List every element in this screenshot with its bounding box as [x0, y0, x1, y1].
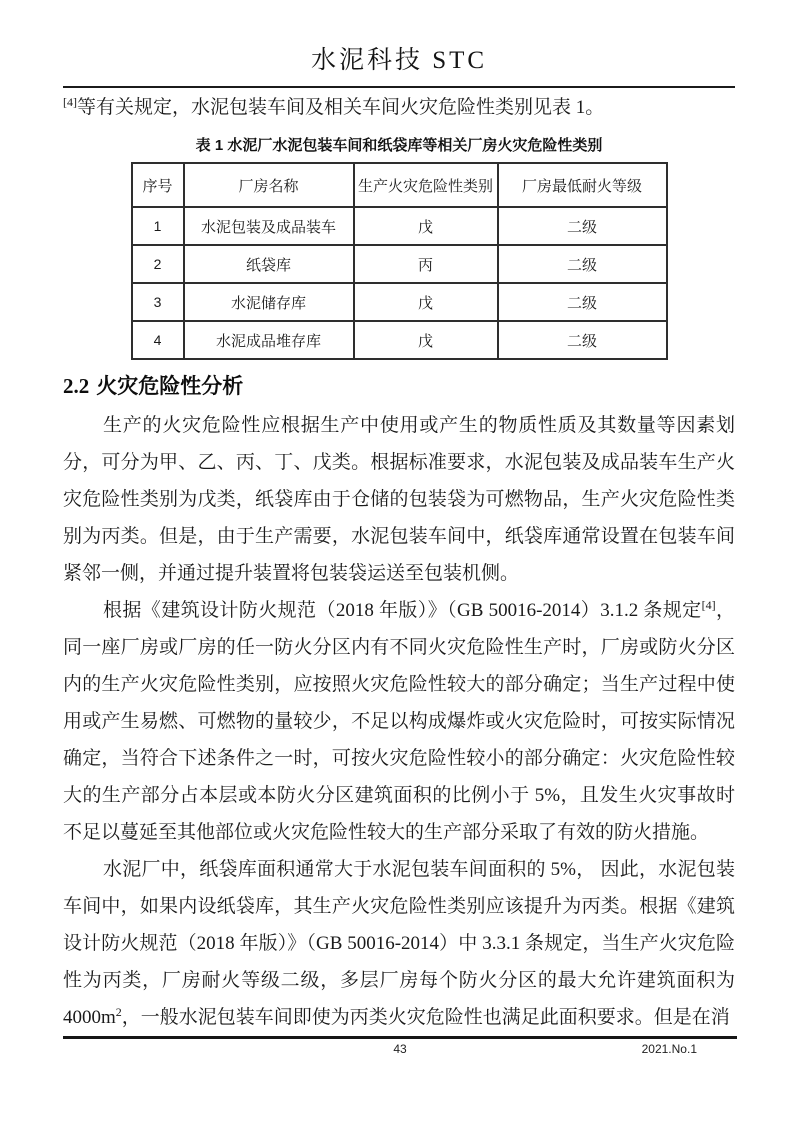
table-cell: 水泥成品堆存库	[184, 321, 354, 359]
table-body	[132, 207, 667, 359]
table-cell: 纸袋库	[184, 245, 354, 283]
table-cell: 丙	[354, 245, 498, 283]
table-cell: 戊	[354, 283, 498, 321]
table-row	[132, 207, 667, 245]
fire-hazard-table	[131, 162, 668, 360]
table-cell: 2	[132, 245, 184, 283]
section-title: 火灾危险性分析	[96, 375, 244, 398]
table-caption: 表 1 水泥厂水泥包装车间和纸袋库等相关厂房火灾危险性类别	[195, 137, 603, 154]
table-cell: 4	[132, 321, 184, 359]
paragraphs	[63, 407, 735, 1036]
intro-text: 等有关规定，水泥包装车间及相关车间火灾危险性类别见表 1。	[77, 97, 605, 118]
issue-label: 2021.No.1	[641, 1042, 697, 1056]
table-cell: 3	[132, 283, 184, 321]
section-heading	[63, 370, 735, 400]
table-row	[132, 321, 667, 359]
table-cell: 戊	[354, 207, 498, 245]
superscript-ref: [4]	[701, 598, 716, 612]
superscript-ref: 2	[115, 1005, 122, 1019]
header-divider	[63, 86, 735, 88]
body-paragraph: 根据《建筑设计防火规范（2018 年版）》（GB 50016-2014）3.1.2 条规定[4]，同一座厂房或厂房的任一防火分区内有不同火灾危险性生产时，厂房或防火分区内的生产火灾危险性类别，应按照火灾危险性较大的部分确定；当生产过程中使用或产生易燃、可燃物的量较少，不足以构成爆炸或火灾危险时，可按实际情况确定，当符合下述条件之一时，可按火灾危险性较小的部分确定：火灾危险性较大的生产部分占本层或本防火分区建筑面积的比例小于 5%，且发生火灾事故时不足以蔓延至其他部位或火灾危险性较大的生产部分采取了有效的防火措施。	[63, 598, 735, 843]
table-row	[132, 245, 667, 283]
table-header-row	[132, 163, 667, 207]
table-row	[132, 283, 667, 321]
table-cell: 二级	[498, 321, 667, 359]
table-cell: 二级	[498, 207, 667, 245]
journal-header	[63, 0, 735, 76]
footer-divider	[63, 1036, 737, 1039]
reference-superscript: [4]	[63, 95, 77, 109]
body-paragraph: 水泥厂中，纸袋库面积通常大于水泥包装车间面积的 5%， 因此，水泥包装车间中，如果内设纸袋库，其生产火灾危险性类别应该提升为丙类。根据《建筑设计防火规范（2018 年版）》（GB 50016-2014）中 3.3.1 条规定，当生产火灾危险性为丙类，厂房耐火等级二级，多层厂房每个防火分区的最大允许建筑面积为4000m$^2$，一般水泥包装车间即使为丙类火灾危险性也满足此面积要求。但是在消	[63, 859, 735, 1028]
table-header-cell: 序号	[132, 163, 184, 207]
table-cell: 二级	[498, 245, 667, 283]
table-cell: 二级	[498, 283, 667, 321]
page-number: 43	[393, 1042, 407, 1056]
journal-title: 水泥科技 STC	[310, 47, 488, 74]
table-cell: 戊	[354, 321, 498, 359]
table-header-cell: 厂房最低耐火等级	[498, 163, 667, 207]
table-header-cell: 生产火灾危险性类别	[354, 163, 498, 207]
body-paragraph: 生产的火灾危险性应根据生产中使用或产生的物质性质及其数量等因素划分，可分为甲、乙、丙、丁、戊类。根据标准要求，水泥包装及成品装车生产火灾危险性类别为戊类，纸袋库由于仓储的包装袋为可燃物品，生产火灾危险性类别为丙类。但是，由于生产需要，水泥包装车间中，纸袋库通常设置在包装车间紧邻一侧，并通过提升装置将包装袋运送至包装机侧。	[63, 415, 735, 584]
table-cell: 水泥包装及成品装车	[184, 207, 354, 245]
table-header-cell: 厂房名称	[184, 163, 354, 207]
section-number: 2.2	[63, 374, 90, 398]
table-cell: 1	[132, 207, 184, 245]
table-cell: 水泥储存库	[184, 283, 354, 321]
footer-row	[63, 1042, 737, 1056]
page-footer	[63, 1036, 737, 1056]
intro-paragraph	[63, 92, 735, 123]
